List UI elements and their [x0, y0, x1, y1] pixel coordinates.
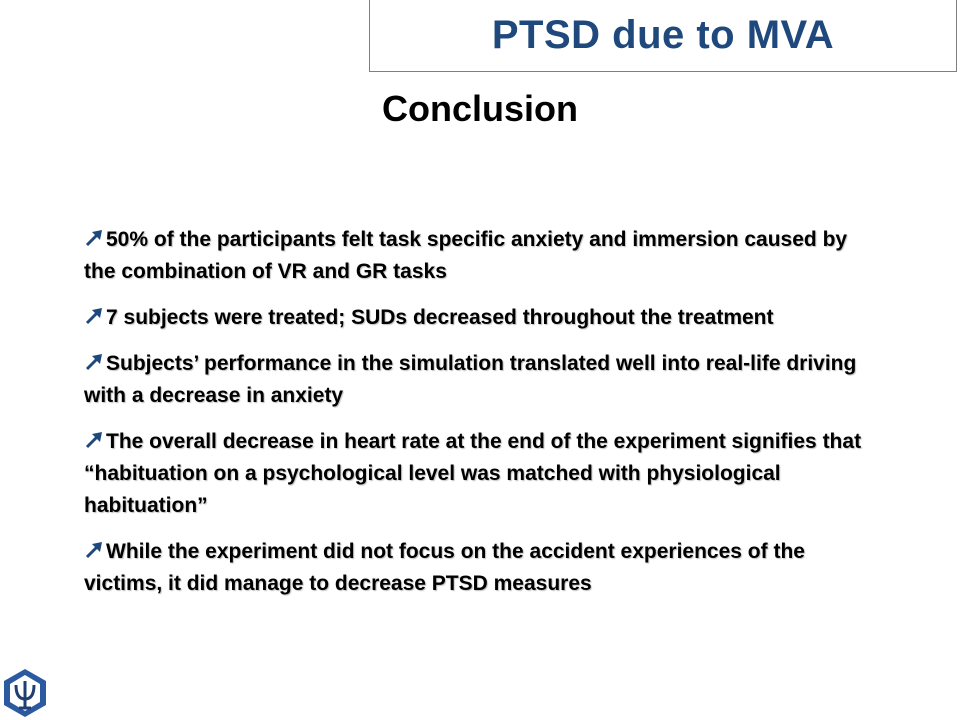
arrow-up-right-icon — [84, 431, 106, 449]
arrow-up-right-icon — [84, 541, 106, 559]
bullet-text: 50% of the participants felt task specific anxiety and immersion caused by the combination of VR and GR tasks — [84, 228, 848, 283]
title-box — [369, 0, 957, 72]
arrow-up-right-icon — [84, 353, 106, 371]
bullet-item — [84, 302, 884, 334]
slide-subtitle: Conclusion — [382, 88, 578, 129]
arrow-up-right-icon — [84, 229, 106, 247]
arrow-up-right-icon — [84, 307, 106, 325]
bullet-text: 7 subjects were treated; SUDs decreased throughout the treatment — [106, 306, 774, 329]
bullet-item — [84, 426, 884, 522]
slide-title: PTSD due to MVA — [491, 13, 835, 57]
bullet-item — [84, 224, 884, 288]
psi-logo-icon — [2, 668, 48, 718]
bullet-item — [84, 348, 884, 412]
bullet-text: While the experiment did not focus on the accident experiences of the victims, it did manage to decrease PTSD measures — [84, 540, 805, 595]
bullet-text: The overall decrease in heart rate at the end of the experiment signifies that “habituation on a psychological level was matched with physiological habituation” — [84, 430, 862, 517]
bullet-list — [84, 224, 884, 614]
bullet-item — [84, 536, 884, 600]
bullet-text: Subjects’ performance in the simulation translated well into real-life driving with a decrease in anxiety — [84, 352, 857, 407]
